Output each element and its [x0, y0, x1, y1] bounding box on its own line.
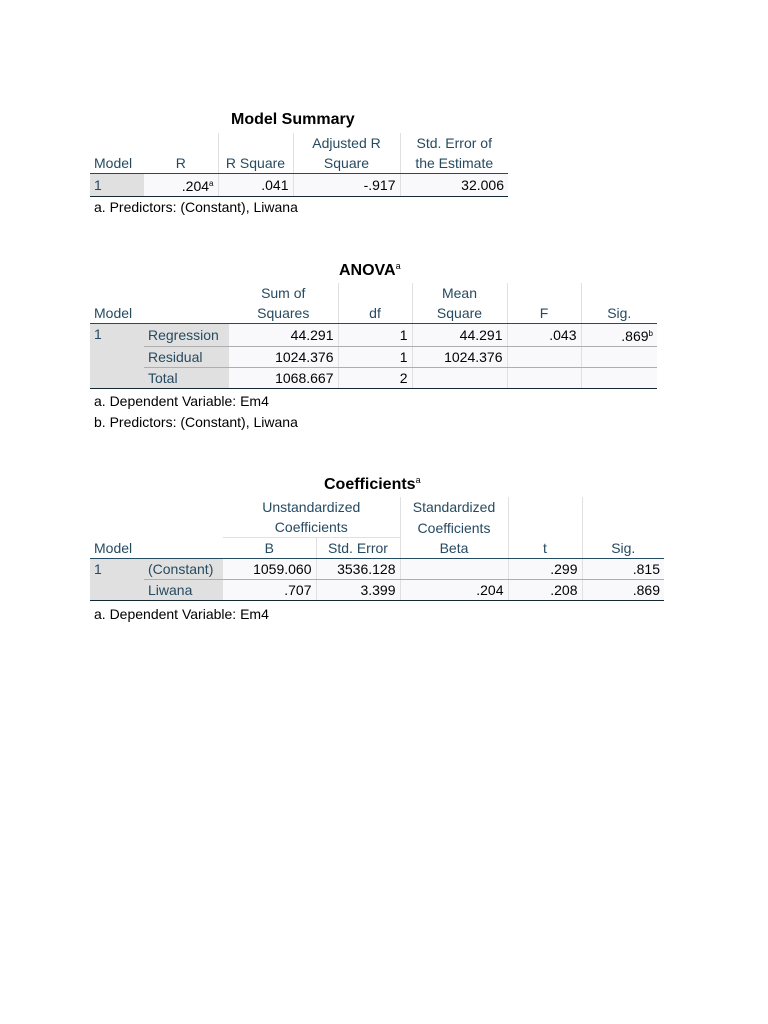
header-spacer [144, 497, 223, 517]
header-spacer [218, 133, 293, 153]
cell-sig [581, 368, 657, 389]
cell-beta [400, 559, 508, 580]
header-beta: Beta [400, 538, 508, 559]
row-label-residual: Residual [144, 347, 229, 368]
header-spacer [144, 303, 229, 324]
header-df: df [338, 303, 412, 324]
header-std-error-line2: the Estimate [400, 153, 508, 174]
cell-b: .707 [223, 580, 316, 601]
model-summary-footnote-a: a. Predictors: (Constant), Liwana [94, 199, 298, 215]
header-sig: Sig. [581, 303, 657, 324]
header-sig: Sig. [582, 538, 664, 559]
cell-std-error: 32.006 [400, 174, 508, 197]
header-sum-sq-line1: Sum of [229, 283, 338, 303]
cell-beta: .204 [400, 580, 508, 601]
coefficients-footnote-a: a. Dependent Variable: Em4 [94, 606, 269, 622]
cell-std-error: 3.399 [316, 580, 400, 601]
header-std-error-line1: Std. Error of [416, 135, 492, 151]
row-label-liwana: Liwana [144, 580, 223, 601]
header-sum-sq-line2: Squares [229, 303, 338, 324]
header-unstd-line2: Coefficients [223, 517, 400, 538]
header-spacer [90, 497, 144, 517]
row-label-model: 1 [90, 174, 144, 197]
cell-r-square: .041 [218, 174, 293, 197]
header-std-line1: Standardized [400, 497, 508, 517]
cell-sig [581, 347, 657, 368]
cell-t: .299 [508, 559, 582, 580]
header-mean-sq-line1: Mean [412, 283, 507, 303]
cell-t: .208 [508, 580, 582, 601]
header-spacer [507, 283, 581, 303]
cell-df: 1 [338, 347, 412, 368]
header-spacer [144, 517, 223, 538]
cell-df: 2 [338, 368, 412, 389]
coefficients-title: Coefficients$^a$ [324, 475, 421, 493]
header-spacer [581, 283, 657, 303]
cell-f: .043 [507, 324, 581, 347]
cell-mean-sq: 1024.376 [412, 347, 507, 368]
cell-b: 1059.060 [223, 559, 316, 580]
header-spacer [144, 538, 223, 559]
anova-table [90, 283, 657, 389]
row-label-regression: Regression [144, 324, 229, 347]
cell-mean-sq [412, 368, 507, 389]
header-b: B [223, 538, 316, 559]
cell-std-error: 3536.128 [316, 559, 400, 580]
header-std-error: Std. Error [316, 538, 400, 559]
cell-sig: .869$^b$ [581, 324, 657, 347]
header-spacer [582, 517, 664, 538]
header-spacer [90, 283, 144, 303]
model-summary-title: Model Summary [231, 111, 355, 128]
header-f: F [507, 303, 581, 324]
header-unstd-line1: Unstandardized [223, 497, 400, 517]
header-adj-r-square-line2: Square [293, 153, 400, 174]
header-spacer [144, 133, 218, 153]
header-spacer [338, 283, 412, 303]
cell-sum-sq: 1024.376 [229, 347, 338, 368]
anova-footnote-a: a. Dependent Variable: Em4 [94, 393, 269, 409]
header-model: Model [90, 303, 144, 324]
header-std-line2: Coefficients [400, 517, 508, 538]
anova-footnote-b: b. Predictors: (Constant), Liwana [94, 414, 298, 430]
header-t: t [508, 538, 582, 559]
header-spacer [508, 497, 582, 517]
cell-sig: .815 [582, 559, 664, 580]
cell-f [507, 347, 581, 368]
row-label-model: 1 [90, 559, 144, 601]
header-mean-sq-line2: Square [412, 303, 507, 324]
row-label-total: Total [144, 368, 229, 389]
header-spacer [144, 283, 229, 303]
header-spacer [508, 517, 582, 538]
row-label-constant: (Constant) [144, 559, 223, 580]
cell-sum-sq: 44.291 [229, 324, 338, 347]
model-summary-table [90, 133, 508, 197]
cell-sum-sq: 1068.667 [229, 368, 338, 389]
header-r-square: R Square [218, 153, 293, 174]
cell-df: 1 [338, 324, 412, 347]
header-adj-r-square-line1: Adjusted R [293, 133, 400, 153]
cell-r: .204$^a$ [144, 174, 218, 197]
header-model: Model [90, 538, 144, 559]
cell-adj-r-square: -.917 [293, 174, 400, 197]
header-spacer [582, 497, 664, 517]
cell-f [507, 368, 581, 389]
anova-title: ANOVA$^a$ [339, 261, 401, 279]
header-spacer [90, 133, 144, 153]
header-r: R [144, 153, 218, 174]
header-spacer [90, 517, 144, 538]
row-label-model: 1 [90, 324, 144, 389]
header-model: Model [90, 153, 144, 174]
cell-sig: .869 [582, 580, 664, 601]
cell-mean-sq: 44.291 [412, 324, 507, 347]
coefficients-table [90, 497, 664, 601]
